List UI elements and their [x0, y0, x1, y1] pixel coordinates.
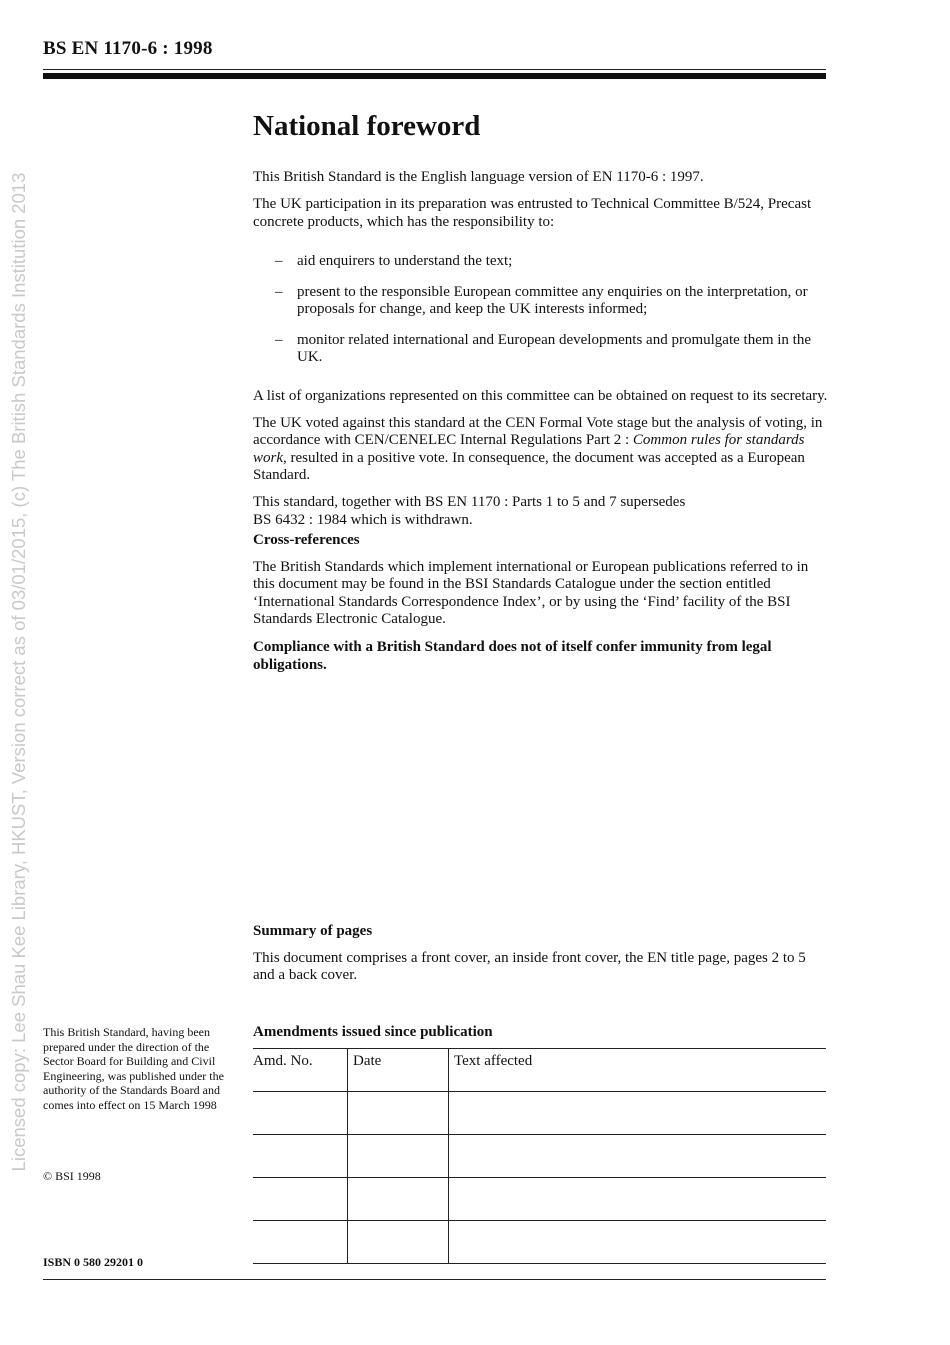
national-foreword-section	[253, 100, 828, 684]
page-title: National foreword	[253, 110, 481, 142]
table-row	[253, 1221, 826, 1264]
column-header-text-affected: Text affected	[449, 1049, 827, 1092]
table-row	[253, 1178, 826, 1221]
table-cell	[348, 1092, 449, 1135]
table-cell	[449, 1135, 827, 1178]
summary-heading: Summary of pages	[253, 923, 373, 939]
table-cell	[449, 1221, 827, 1264]
summary-of-pages-section	[253, 923, 828, 985]
table-cell	[348, 1135, 449, 1178]
organizations-paragraph: A list of organizations represented on this committee can be obtained on request to its secretary.	[253, 387, 828, 404]
table-cell	[253, 1092, 348, 1135]
table-cell	[253, 1178, 348, 1221]
footer-rule	[43, 1279, 826, 1280]
list-item: – monitor related international and European developments and promulgate them in the UK.	[275, 331, 812, 365]
table-cell	[253, 1221, 348, 1264]
column-header-date: Date	[348, 1049, 449, 1092]
supersedes-paragraph: This standard, together with BS EN 1170 : Parts 1 to 5 and 7 supersedes BS 6432 : 1984 which is withdrawn.	[253, 494, 686, 528]
table-row	[253, 1135, 826, 1178]
amendments-table	[253, 1048, 826, 1264]
dash-marker: –	[275, 331, 283, 348]
license-watermark: Licensed copy: Lee Shau Kee Library, HKUST, Version correct as of 03/01/2015, (c) The British Standards Institution 2013	[8, 172, 29, 1172]
table-header-row	[253, 1049, 826, 1092]
summary-paragraph: This document comprises a front cover, an inside front cover, the EN title page, pages 2 to 5 and a back cover.	[253, 949, 806, 983]
regulation-title: Common rules for standards work	[253, 432, 805, 466]
header-thick-rule	[43, 73, 826, 79]
table-cell	[253, 1135, 348, 1178]
table-row	[253, 1092, 826, 1135]
isbn-number: ISBN 0 580 29201 0	[43, 1255, 144, 1269]
compliance-statement: Compliance with a British Standard does not of itself confer immunity from legal obligations.	[253, 639, 772, 673]
participation-paragraph: The UK participation in its preparation was entrusted to Technical Committee B/524, Precast concrete products, which has the responsibility to:	[253, 196, 812, 230]
responsibilities-list	[253, 253, 828, 367]
copyright-notice: © BSI 1998	[43, 1169, 101, 1183]
vote-paragraph: The UK voted against this standard at the CEN Formal Vote stage but the analysis of voting, in accordance with CEN/CENELEC Internal Regulations Part 2 : Common rules for standards work, resulted in a positive vote. In consequence, the document was accepted as a European Standard.	[253, 414, 823, 483]
table-cell	[449, 1092, 827, 1135]
table-cell	[348, 1178, 449, 1221]
column-header-amd-no: Amd. No.	[253, 1049, 348, 1092]
amendments-heading: Amendments issued since publication	[253, 1024, 493, 1040]
document-identifier: BS EN 1170-6 : 1998	[43, 38, 213, 59]
dash-marker: –	[275, 253, 283, 269]
header-thin-rule	[43, 69, 826, 70]
cross-references-paragraph: The British Standards which implement international or European publications referred to in this document may be found in the BSI Standards Catalogue under the section entitled ‘International Standards Correspondence Index’, or by using the ‘Find’ facility of the BSI Standards Electronic Catalogue.	[253, 558, 809, 627]
table-cell	[348, 1221, 449, 1264]
cross-references-heading: Cross-references	[253, 532, 360, 548]
list-item: – present to the responsible European committee any enquiries on the interpretation, or proposals for change, and keep the UK interests informed;	[275, 283, 808, 317]
dash-marker: –	[275, 283, 283, 300]
intro-paragraph: This British Standard is the English language version of EN 1170-6 : 1997.	[253, 169, 704, 185]
table-cell	[449, 1178, 827, 1221]
publication-note: This British Standard, having been prepared under the direction of the Sector Board for Building and Civil Engineering, was published under the authority of the Standards Board and comes into effect on 15 March 1998	[43, 1025, 224, 1112]
list-item: – aid enquirers to understand the text;	[275, 253, 513, 269]
